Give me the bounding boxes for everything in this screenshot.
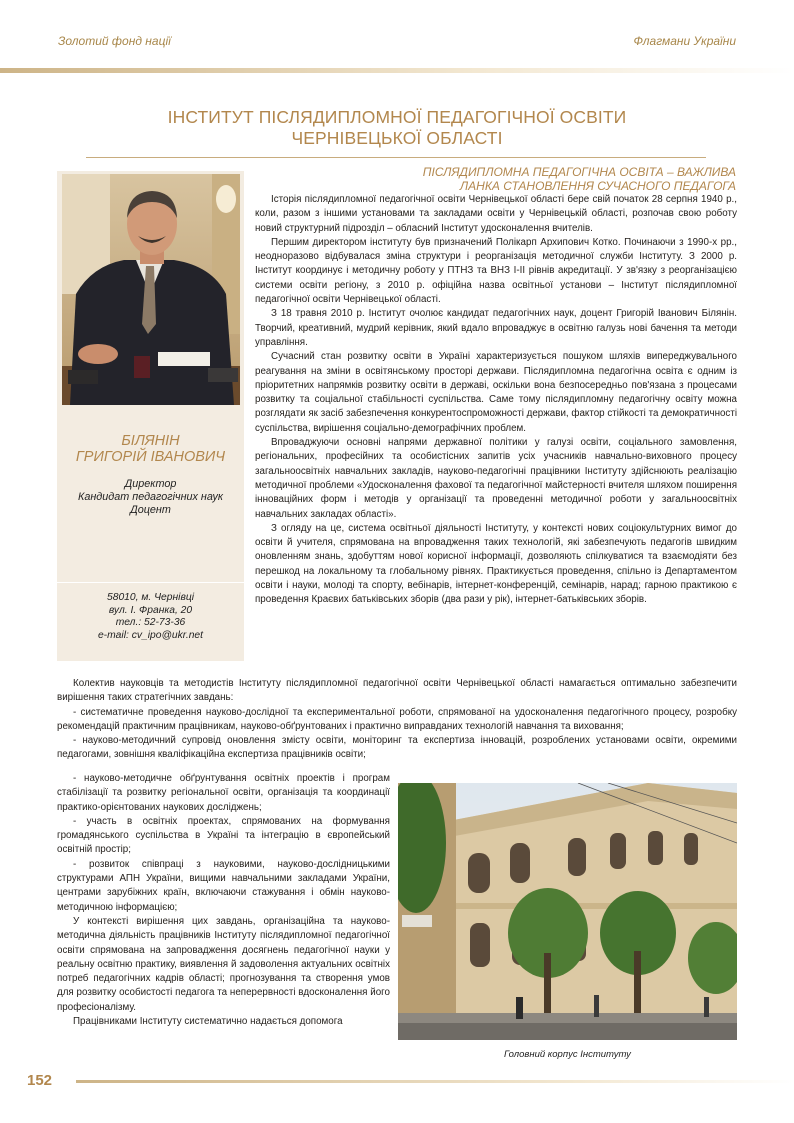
main-building-photo: [398, 783, 737, 1040]
body-paragraph: Сучасний стан розвитку освіти в Україні характеризується пошуком шляхів випереджувального реагування на зміни в освітянському просторі держави. Післядипломна педагогічна освіта є одним із пріоритетних напрямків розвитку освіти в державі, оскільки вона безпосередньо пов'язана з процесами розвитку та соціальної стабільності суспільства. Саме тому післядипломну педагогічну освіту можна розглядати як засіб забезпечення конкурентоспроможності держави, фактор стійкості та демократичності суспільства, вирішення соціально-демографічних проблем.: [255, 351, 737, 434]
body-paragraph: З 18 травня 2010 р. Інститут очолює кандидат педагогічних наук, доцент Григорій Іванович Білянін. Творчий, креативний, мудрий керівник, який вдало впроваджує в освітню галузь нові бачення та методи управління.: [255, 308, 737, 348]
address-line-2: вул. І. Франка, 20: [108, 604, 193, 616]
running-header-left: Золотий фонд нації: [58, 34, 171, 48]
body-paragraph: Першим директором інституту був призначений Полікарп Архипович Котко. Починаючи з 1990-х рр., неодноразово відбувалася зміна структури і реорганізація методичної служби Інституту. З 2000 р. Інститут координує і методичну роботу у ПТНЗ та ВНЗ І-ІІ рівнів акредитації. У зв'язку з реорганізацією системи освіти регіону, з 2010 р. офіційна назва освітньої установи – Інститут післядипломної педагогічної освіти Чернівецької області.: [255, 236, 737, 306]
phone-number: тел.: 52-73-36: [115, 617, 186, 629]
body-paragraph: У контексті вирішення цих завдань, організаційна та науково-методична діяльність працівників Інституту післядипломної педагогічної освіти спрямована на запровадження досягнень педагогічної науки у реальну освітню практику, виявлення й задоволення актуальних освітніх потреб педагогічних кадрів області; прогнозування та створення умов для розвитку особистості педагога та неперервності вдосконалення його професіоналізму.: [57, 915, 390, 1013]
body-column-left: [57, 772, 390, 1029]
body-full-width: [57, 677, 737, 763]
portrait-illustration: [62, 174, 240, 405]
header-rule: [0, 68, 794, 73]
director-name: [57, 433, 244, 465]
page-number: 152: [27, 1072, 53, 1089]
director-surname: БІЛЯНІН: [121, 433, 180, 449]
photo-caption: Головний корпус Інституту: [504, 1049, 631, 1060]
body-paragraph: Працівниками Інституту систематично надається допомога: [73, 1016, 343, 1028]
task-item: - участь в освітніх проектах, спрямованих на формування громадянського суспільства в Україні та інтеграцію в європейський освітній простір;: [57, 815, 390, 856]
director-degree: Кандидат педагогічних наук: [78, 491, 223, 503]
body-column-right: [255, 193, 737, 608]
footer-rule: [76, 1080, 794, 1083]
building-illustration: [398, 783, 737, 1040]
article-subheading: [252, 165, 736, 193]
body-paragraph: Впроваджуючи основні напрями державної політики у галузі освіти, соціального замовлення, регіональних, професійних та особистісних запитів усіх учасників навчально-виховного процесу загальноосвітніх навчальних закладів, науково-педагогічні працівники Інституту здійснюють реалізацію методичної проблеми «Удосконалення фахової та педагогічної майстерності вчителя шляхом поширення інноваційних форм і методів у організації та проведенні методичної роботи у загальноосвітніх навчальних закладах області».: [255, 437, 737, 520]
subheading-line-2: ЛАНКА СТАНОВЛЕННЯ СУЧАСНОГО ПЕДАГОГА: [459, 179, 736, 193]
task-item: - науково-методичне обґрунтування освітніх проектів і програм стабілізації та розвитку регіональної освіти, організація та координації практико-орієнтованих наукових досліджень;: [57, 773, 390, 813]
task-item: - систематичне проведення науково-дослідної та експериментальної роботи, спрямованої на удосконалення педагогічного процесу, розробку рекомендацій практичним працівникам, науково-обґрунтованих і практично виправданих технологій навчання та виховання;: [57, 706, 737, 732]
director-rank: Доцент: [130, 504, 171, 516]
title-line-2: ЧЕРНІВЕЦЬКОЇ ОБЛАСТІ: [291, 128, 503, 148]
contact-block: [57, 592, 244, 642]
sidebar-divider: [57, 582, 244, 583]
director-credentials: [57, 478, 244, 517]
body-paragraph: З огляду на це, система освітньої діяльності Інституту, у контексті нових соціокультурних вимог до освіти й учителя, спрямована на впровадження таких технологій, які забезпечують педагогів швидким оновленням знань, здобуттям нової корисної інформації, дозволяють спілкуватися та взаємодіяти без перешкод на локальному та глобальному рівнях. Практикується проведення, спільно із Департаментом освіти і науки, молоді та спорту, вебінарів, інтернет-конференцій, семінарів, нарад; гарною практикою є проведення Краєвих батьківських зборів (два рази у рік), інтернет-батьківських зборів.: [255, 522, 737, 606]
director-role: Директор: [124, 478, 177, 490]
subheading-line-1: ПІСЛЯДИПЛОМНА ПЕДАГОГІЧНА ОСВІТА – ВАЖЛИВА: [422, 165, 736, 179]
body-paragraph: Колектив науковців та методистів Інституту післядипломної педагогічної освіти Чернівецької області намагається оптимально забезпечити вирішення таких стратегічних завдань:: [57, 678, 737, 704]
director-portrait: [62, 174, 240, 405]
task-item: - науково-методичний супровід оновлення змісту освіти, моніторинг та експертиза інновацій, розроблених установами освіти, окремими педагогами, зовнішня кваліфікаційна експертиза працівників освіти;: [57, 735, 737, 761]
running-header-right: Флагмани України: [633, 34, 736, 48]
task-item: - розвиток співпраці з науковими, науково-дослідницькими структурами АПН України, вищими навчальними закладами України, центрами зарубіжних країн, включаючи стажування і обмін науково-методичною інформацією;: [57, 858, 390, 913]
title-rule: [86, 157, 706, 158]
email-address[interactable]: e-mail: cv_ipo@ukr.net: [97, 629, 204, 641]
body-paragraph: Історія післядипломної педагогічної освіти Чернівецької області бере свій початок 28 серпня 1940 р., коли, разом з іншими установами та закладами освіти у Чернівецькій області, розпочав свою роботу новий структурний підрозділ – обласний Інститут удосконалення вчителів.: [255, 194, 737, 234]
title-line-1: ІНСТИТУТ ПІСЛЯДИПЛОМНОЇ ПЕДАГОГІЧНОЇ ОСВІТИ: [167, 107, 627, 127]
page-title: [60, 107, 734, 149]
director-given-names: ГРИГОРІЙ ІВАНОВИЧ: [75, 449, 226, 465]
address-line-1: 58010, м. Чернівці: [106, 592, 195, 603]
